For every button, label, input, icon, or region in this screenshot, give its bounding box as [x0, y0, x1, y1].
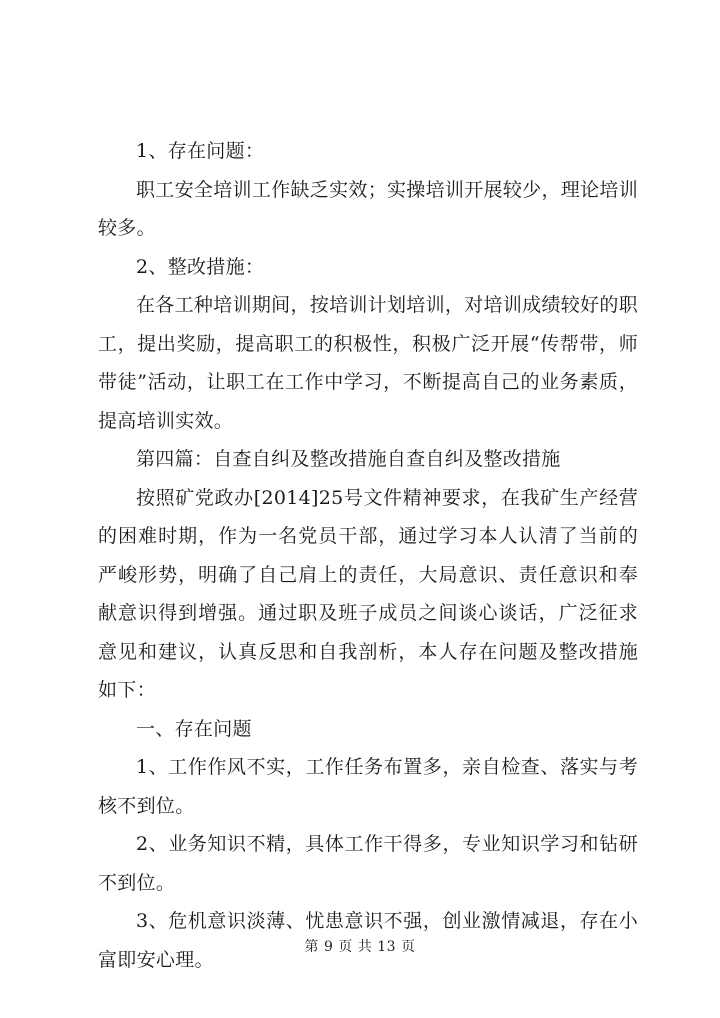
paragraph-problem-item-3: 3、危机意识淡薄、忧患意识不强，创业激情减退，存在小富即安心理。 [98, 910, 638, 971]
document-body [98, 132, 638, 979]
paragraph-problem-text-1: 职工安全培训工作缺乏实效；实操培训开展较少，理论培训较多。 [98, 178, 638, 239]
page-footer: 第 9 页 共 13 页 [304, 939, 416, 955]
paragraph-problems-heading: 一、存在问题 [136, 717, 252, 740]
paragraph-problem-item-2: 2、业务知识不精，具体工作干得多，专业知识学习和钻研不到位。 [98, 833, 638, 894]
section-title-part-four: 第四篇：自查自纠及整改措施自查自纠及整改措施 [136, 448, 561, 470]
paragraph-problem-item-1: 1、工作作风不实，工作任务布置多，亲自检查、落实与考核不到位。 [98, 756, 638, 817]
paragraph-problem-heading-1: 1、存在问题： [136, 140, 265, 162]
paragraph-measures-heading: 2、整改措施： [136, 255, 265, 278]
paragraph-measures-text: 在各工种培训期间，按培训计划培训，对培训成绩较好的职工，提出奖励，提高职工的积极性，积极广泛开展“传帮带，师带徒”活动，让职工在工作中学习，不断提高自己的业务素质，提高培训实效。 [98, 294, 638, 432]
paragraph-introduction: 按照矿党政办[2014]25号文件精神要求，在我矿生产经营的困难时期，作为一名党员干部，通过学习本人认清了当前的严峻形势，明确了自己肩上的责任，大局意识、责任意识和奉献意识得到增强。通过职及班子成员之间谈心谈话，广泛征求意见和建议，认真反思和自我剖析，本人存在问题及整改措施如下： [98, 486, 638, 701]
